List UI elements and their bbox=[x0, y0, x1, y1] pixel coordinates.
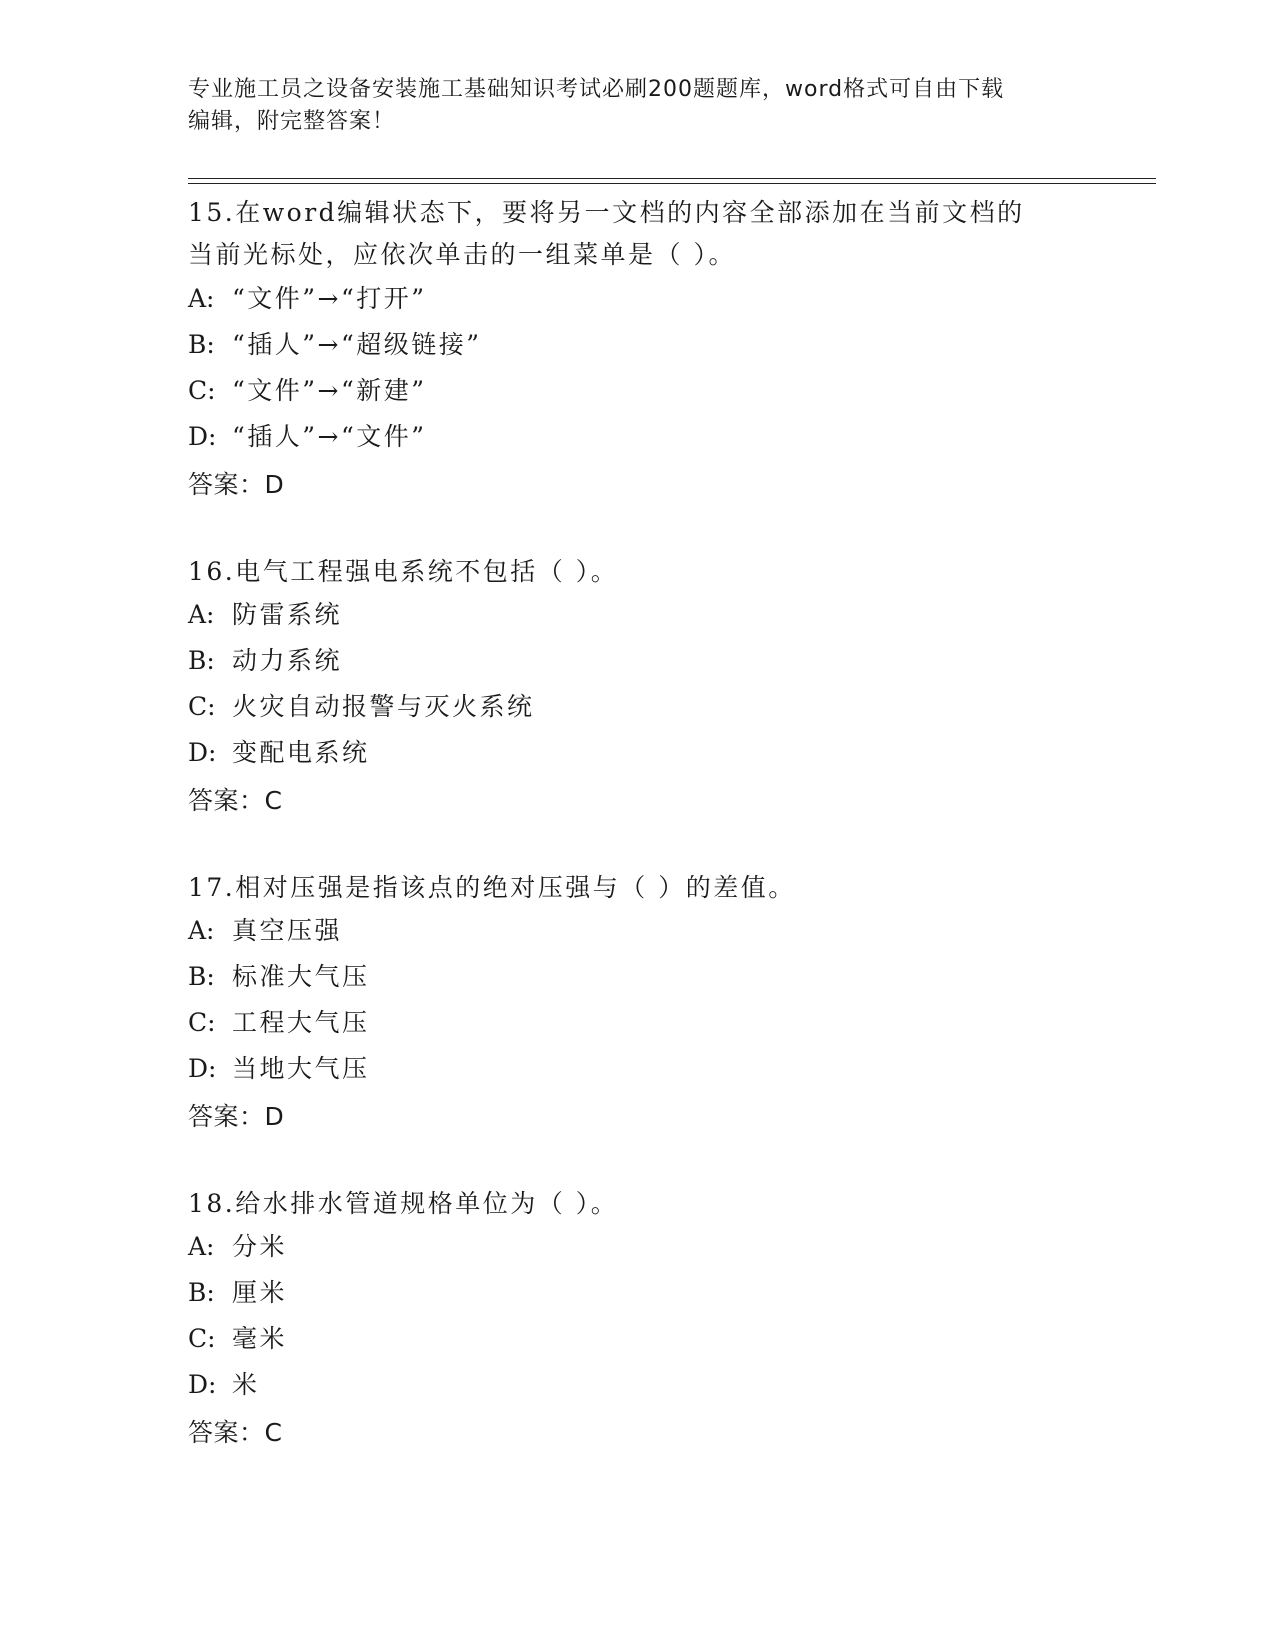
header-line-2: 编辑，附完整答案！ bbox=[188, 109, 396, 134]
option-c bbox=[188, 1316, 1088, 1362]
option-label: B: bbox=[188, 1278, 215, 1307]
option-text: 标准大气压 bbox=[232, 962, 370, 991]
option-text: 火灾自动报警与灭火系统 bbox=[232, 692, 535, 721]
option-c bbox=[188, 684, 1088, 730]
option-text: 防雷系统 bbox=[232, 600, 343, 629]
option-label: A: bbox=[188, 284, 215, 313]
document-header bbox=[188, 74, 1088, 138]
option-text: 真空压强 bbox=[232, 916, 343, 945]
option-label: D: bbox=[188, 422, 217, 451]
option-text: 当地大气压 bbox=[232, 1054, 370, 1083]
answer: 答案：C bbox=[188, 1418, 283, 1447]
option-text: 米 bbox=[232, 1370, 260, 1399]
option-text: 动力系统 bbox=[232, 646, 343, 675]
option-b bbox=[188, 1270, 1088, 1316]
option-b bbox=[188, 638, 1088, 684]
option-label: B: bbox=[188, 330, 215, 359]
question-15 bbox=[188, 192, 1088, 506]
answer: 答案：D bbox=[188, 470, 285, 499]
option-label: B: bbox=[188, 646, 215, 675]
answer: 答案：C bbox=[188, 786, 283, 815]
option-label: C: bbox=[188, 1324, 216, 1353]
answer: 答案：D bbox=[188, 1102, 285, 1131]
option-a bbox=[188, 592, 1088, 638]
question-list bbox=[188, 192, 1088, 1500]
option-label: D: bbox=[188, 1054, 217, 1083]
option-label: B: bbox=[188, 962, 215, 991]
option-label: D: bbox=[188, 1370, 217, 1399]
option-label: A: bbox=[188, 916, 215, 945]
option-c bbox=[188, 1000, 1088, 1046]
question-text-line-2: 当前光标处，应依次单击的一组菜单是（ ）。 bbox=[188, 240, 736, 269]
option-d bbox=[188, 1362, 1088, 1408]
option-a bbox=[188, 1224, 1088, 1270]
option-label: D: bbox=[188, 738, 217, 767]
option-a bbox=[188, 908, 1088, 954]
option-label: C: bbox=[188, 376, 216, 405]
option-label: A: bbox=[188, 1232, 215, 1261]
option-d bbox=[188, 1046, 1088, 1092]
header-divider-bottom bbox=[188, 183, 1156, 184]
question-text: 18.给水排水管道规格单位为（ ）。 bbox=[188, 1189, 619, 1218]
option-d bbox=[188, 730, 1088, 776]
question-text-line-1: 15.在word编辑状态下，要将另一文档的内容全部添加在当前文档的 bbox=[188, 198, 1025, 227]
option-label: A: bbox=[188, 600, 215, 629]
question-18 bbox=[188, 1184, 1088, 1454]
question-16 bbox=[188, 552, 1088, 822]
option-label: C: bbox=[188, 692, 216, 721]
option-d bbox=[188, 414, 1088, 460]
option-b bbox=[188, 954, 1088, 1000]
option-text: 变配电系统 bbox=[232, 738, 370, 767]
header-line-1: 专业施工员之设备安装施工基础知识考试必刷200题题库，word格式可自由下载 bbox=[188, 77, 1005, 102]
header-divider-top bbox=[188, 178, 1156, 179]
option-text: “插人”→“文件” bbox=[232, 422, 427, 451]
option-text: 分米 bbox=[232, 1232, 288, 1261]
question-17 bbox=[188, 868, 1088, 1138]
option-a bbox=[188, 276, 1088, 322]
option-text: “文件”→“新建” bbox=[232, 376, 427, 405]
option-b bbox=[188, 322, 1088, 368]
option-c bbox=[188, 368, 1088, 414]
question-text: 17.相对压强是指该点的绝对压强与（ ）的差值。 bbox=[188, 873, 796, 902]
question-text bbox=[188, 192, 1088, 276]
option-text: 厘米 bbox=[232, 1278, 288, 1307]
option-text: “文件”→“打开” bbox=[232, 284, 427, 313]
question-text: 16.电气工程强电系统不包括（ ）。 bbox=[188, 557, 619, 586]
option-text: 工程大气压 bbox=[232, 1008, 370, 1037]
option-text: “插人”→“超级链接” bbox=[232, 330, 482, 359]
option-text: 毫米 bbox=[232, 1324, 288, 1353]
option-label: C: bbox=[188, 1008, 216, 1037]
